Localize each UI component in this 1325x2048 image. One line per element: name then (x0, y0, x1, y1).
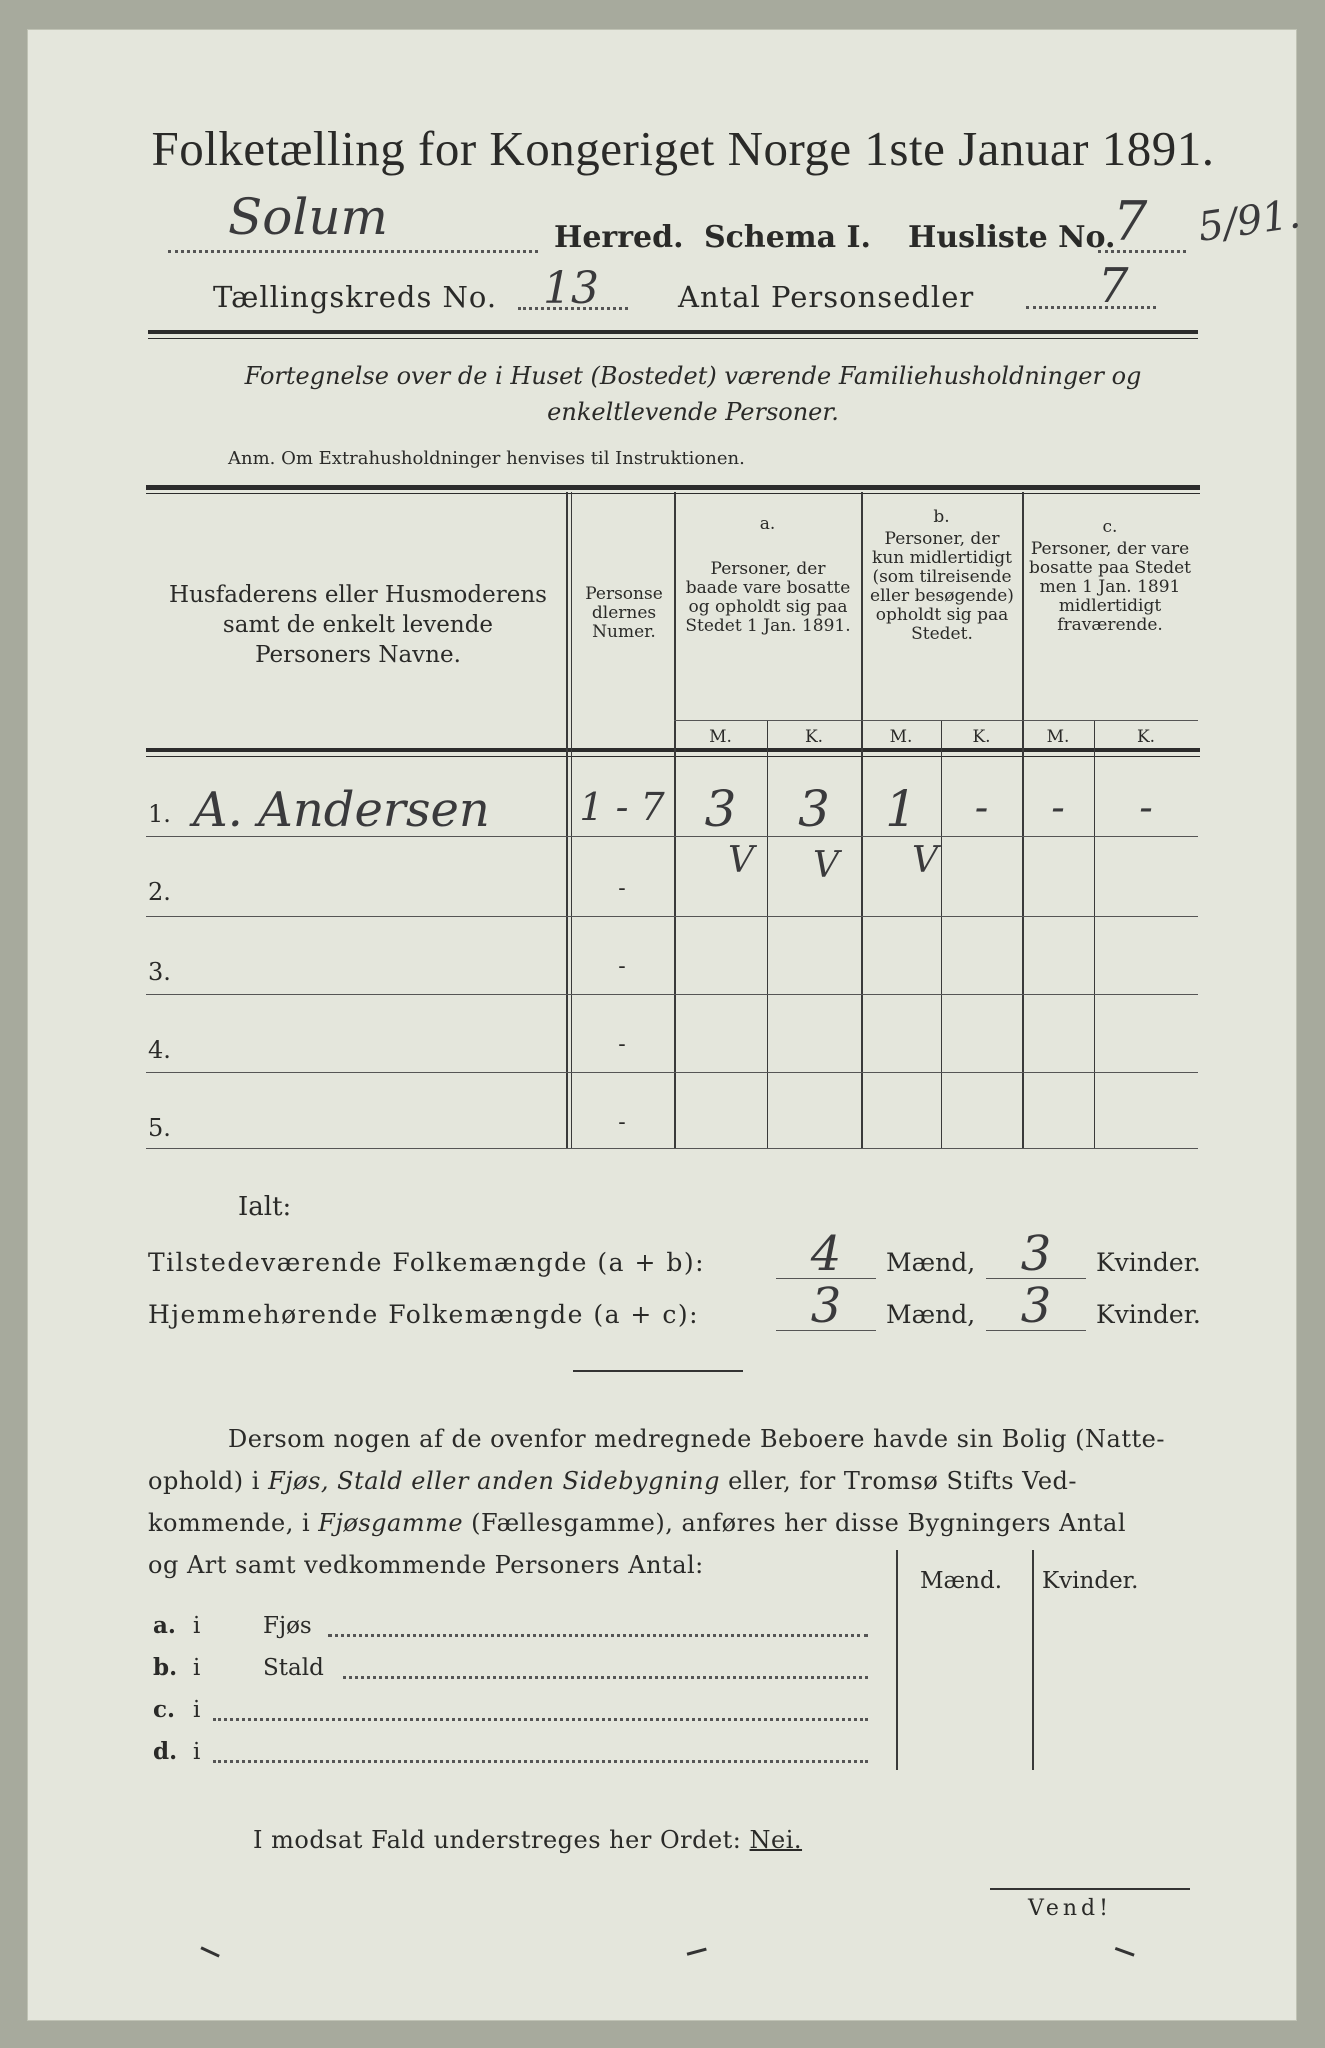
bldg-i: i (193, 1613, 201, 1639)
bldg-kvinder-head: Kvinder. (1042, 1568, 1139, 1594)
tilstede-maend: Mænd, (886, 1248, 976, 1277)
table-head-bottom-thin (146, 756, 1200, 757)
row-number: 5. (148, 1114, 171, 1142)
check-a-k: V (813, 845, 839, 886)
bldg-dots-a (328, 1626, 868, 1637)
kreds-value: 13 (543, 263, 599, 314)
bldg-i: i (193, 1739, 201, 1765)
household-name: A. Andersen (193, 782, 490, 838)
col-b-header: Personer, der kun midlertidigt (som tilreisende eller besøgende) opholdt sig paa Stedet. (870, 529, 1014, 644)
footer-paragraph (148, 1418, 1198, 1586)
husliste-label: Husliste No. (908, 220, 1116, 255)
cell-c-m: - (1051, 785, 1065, 831)
bldg-dots-c (213, 1710, 868, 1721)
row-num-dash: - (618, 954, 626, 979)
cell-c-k: - (1139, 785, 1153, 831)
row-line-3 (146, 994, 1198, 995)
tilstede-kvinder: Kvinder. (1096, 1248, 1201, 1277)
census-form-page (28, 30, 1304, 2020)
para-line-4: og Art samt vedkommende Personers Antal: (148, 1551, 704, 1579)
check-b-m: V (912, 840, 938, 881)
col-b-k: K. (972, 727, 991, 747)
herred-label: Herred. (554, 220, 684, 255)
vend-label: Vend! (1028, 1896, 1112, 1921)
bldg-col-line-1 (896, 1550, 898, 1770)
para-line-2 (148, 1460, 1198, 1502)
row-line-4 (146, 1072, 1198, 1073)
tilstede-m-value: 4 (810, 1226, 842, 1282)
anm-note: Anm. Om Extrahusholdninger henvises til Instruktionen. (228, 448, 745, 469)
bldg-i: i (193, 1655, 201, 1681)
bldg-letter: c. (153, 1696, 176, 1723)
col-b-m: M. (889, 727, 913, 747)
bldg-dots-b (343, 1668, 868, 1679)
bldg-letter: a. (153, 1612, 176, 1639)
bldg-dots-d (213, 1752, 868, 1763)
col-num-header: Personsedlernes Numer. (585, 584, 663, 642)
para-line-3 (148, 1502, 1198, 1544)
nei-word: Nei. (749, 1826, 803, 1854)
table-top-thick (146, 485, 1200, 490)
bldg-col-line-2 (1032, 1550, 1034, 1770)
para-2b: Fjøs, Stald eller anden Sidebygning (268, 1467, 720, 1495)
husliste-note: 5/91. (1195, 191, 1304, 251)
col-name-header: Husfaderens eller Husmoderens samt de enkelt levende Personers Navne. (169, 582, 547, 668)
col-c-k: K. (1136, 727, 1156, 747)
bldg-label: Fjøs (263, 1613, 312, 1639)
col-c-header: Personer, der vare bosatte paa Stedet men 1 Jan. 1891 midlertidigt fraværende. (1029, 539, 1191, 635)
row-num-dash: - (618, 1110, 626, 1135)
col-line-1 (566, 492, 568, 1148)
row-number: 4. (148, 1036, 171, 1064)
hjemme-k-value: 3 (1020, 1278, 1052, 1334)
bldg-i: i (193, 1697, 201, 1723)
cell-a-k: 3 (798, 780, 830, 838)
intro-text: Fortegnelse over de i Huset (Bostedet) værende Familiehusholdninger og enkeltlevende Personer. (244, 362, 1142, 426)
cell-a-m: 3 (704, 780, 737, 838)
schema-label: Schema I. (704, 220, 871, 255)
herred-value: Solum (228, 188, 388, 246)
form-title: Folketælling for Kongeriget Norge 1ste Januar 1891. (151, 121, 1215, 176)
vend-rule (990, 1888, 1190, 1890)
para-2a: ophold) i (148, 1467, 269, 1495)
col-a-header: Personer, der baade vare bosatte og opholdt sig paa Stedet 1 Jan. 1891. (685, 559, 851, 636)
table-top-thin (146, 493, 1200, 494)
row-number: 1. (148, 800, 171, 828)
para-line-1: Dersom nogen af de ovenfor medregnede Beboere havde sin Bolig (Natte- (228, 1425, 1165, 1453)
row-line-5 (146, 1148, 1198, 1149)
hjemme-label: Hjemmehørende Folkemængde (a + c): (148, 1300, 699, 1329)
table-head-bottom-thick (146, 748, 1200, 752)
row-line-2 (146, 916, 1198, 917)
pin-mark-right (1111, 1947, 1134, 1966)
tilstede-label: Tilstedeværende Folkemængde (a + b): (148, 1248, 706, 1277)
tilstede-k-value: 3 (1020, 1226, 1052, 1282)
bldg-letter: d. (153, 1738, 178, 1765)
col-c-letter: c. (1102, 517, 1118, 537)
para-3a: kommende, i (148, 1509, 319, 1537)
row-number: 2. (148, 878, 171, 906)
row-num-dash: - (618, 1032, 626, 1057)
col-line-1b (571, 492, 572, 1148)
mk-header-line (674, 720, 1198, 721)
bldg-label: Stald (263, 1655, 324, 1681)
col-a-k: K. (804, 727, 824, 747)
para-2c: eller, for Tromsø Stifts Ved- (719, 1467, 1077, 1495)
bldg-maend-head: Mænd. (920, 1568, 1003, 1594)
nei-text: I modsat Fald understreges her Ordet: (253, 1826, 742, 1854)
col-c-m: M. (1046, 727, 1070, 747)
pin-mark-center (687, 1948, 710, 1966)
col-a-m: M. (709, 727, 732, 747)
pin-mark-left (196, 1946, 220, 1966)
nei-line (253, 1826, 802, 1854)
personsedler-label: Antal Personsedler (678, 280, 975, 314)
col-a-letter: a. (759, 514, 776, 534)
col-b-letter: b. (933, 507, 950, 527)
personsedler-value: 7 (1098, 258, 1129, 314)
bldg-letter: b. (153, 1654, 178, 1681)
row-number: 3. (148, 958, 171, 986)
totals-divider (573, 1370, 743, 1372)
row-num-dash: - (618, 876, 626, 901)
header-rule-thin (148, 338, 1198, 339)
husliste-value: 7 (1113, 190, 1148, 253)
hjemme-kvinder: Kvinder. (1096, 1300, 1201, 1329)
kreds-label: Tællingskreds No. (213, 280, 498, 314)
cell-b-k: - (974, 785, 989, 831)
header-rule-thick (148, 330, 1198, 334)
row-num-range: 1 - 7 (579, 785, 665, 829)
cell-b-m: 1 (885, 780, 917, 838)
hjemme-m-value: 3 (810, 1278, 842, 1334)
ialt-label: Ialt: (238, 1192, 292, 1222)
personsedler-field (1026, 278, 1156, 309)
para-3c: (Fællesgamme), anføres her disse Bygningers Antal (463, 1509, 1127, 1537)
hjemme-maend: Mænd, (886, 1300, 976, 1329)
para-3b: Fjøsgamme (318, 1509, 464, 1537)
check-a-m: V (728, 840, 754, 881)
